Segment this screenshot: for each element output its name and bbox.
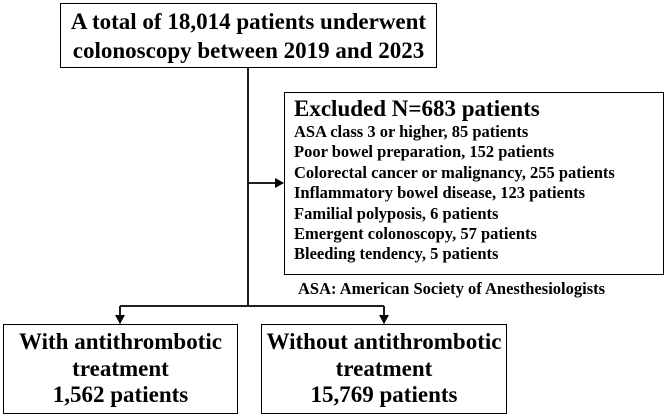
without-antithrombotic-line1: Without antithrombotic (266, 329, 502, 355)
total-patients-box (60, 3, 437, 68)
excluded-item-bowel-prep: Poor bowel preparation, 152 patients (294, 142, 555, 162)
with-antithrombotic-count: 1,562 patients (52, 382, 189, 408)
excluded-box (284, 92, 664, 275)
with-antithrombotic-line2: treatment (72, 355, 169, 381)
without-antithrombotic-count: 15,769 patients (310, 382, 458, 408)
excluded-item-emergent: Emergent colonoscopy, 57 patients (294, 224, 537, 244)
excluded-item-ibd: Inflammatory bowel disease, 123 patients (294, 183, 586, 203)
without-antithrombotic-box (261, 324, 507, 414)
total-patients-line2: colonoscopy between 2019 and 2023 (72, 37, 425, 63)
excluded-title: Excluded N=683 patients (294, 96, 540, 121)
excluded-item-polyposis: Familial polyposis, 6 patients (294, 203, 499, 223)
excluded-item-cancer: Colorectal cancer or malignancy, 255 patients (294, 162, 615, 182)
with-antithrombotic-line1: With antithrombotic (19, 329, 222, 355)
excluded-item-bleeding: Bleeding tendency, 5 patients (294, 244, 499, 264)
without-antithrombotic-line2: treatment (335, 355, 433, 381)
excluded-item-asa: ASA class 3 or higher, 85 patients (294, 122, 529, 141)
asa-footnote: ASA: American Society of Anesthesiologists (298, 279, 606, 298)
with-antithrombotic-box (3, 324, 238, 414)
total-patients-line1: A total of 18,014 patients underwent (70, 8, 427, 34)
